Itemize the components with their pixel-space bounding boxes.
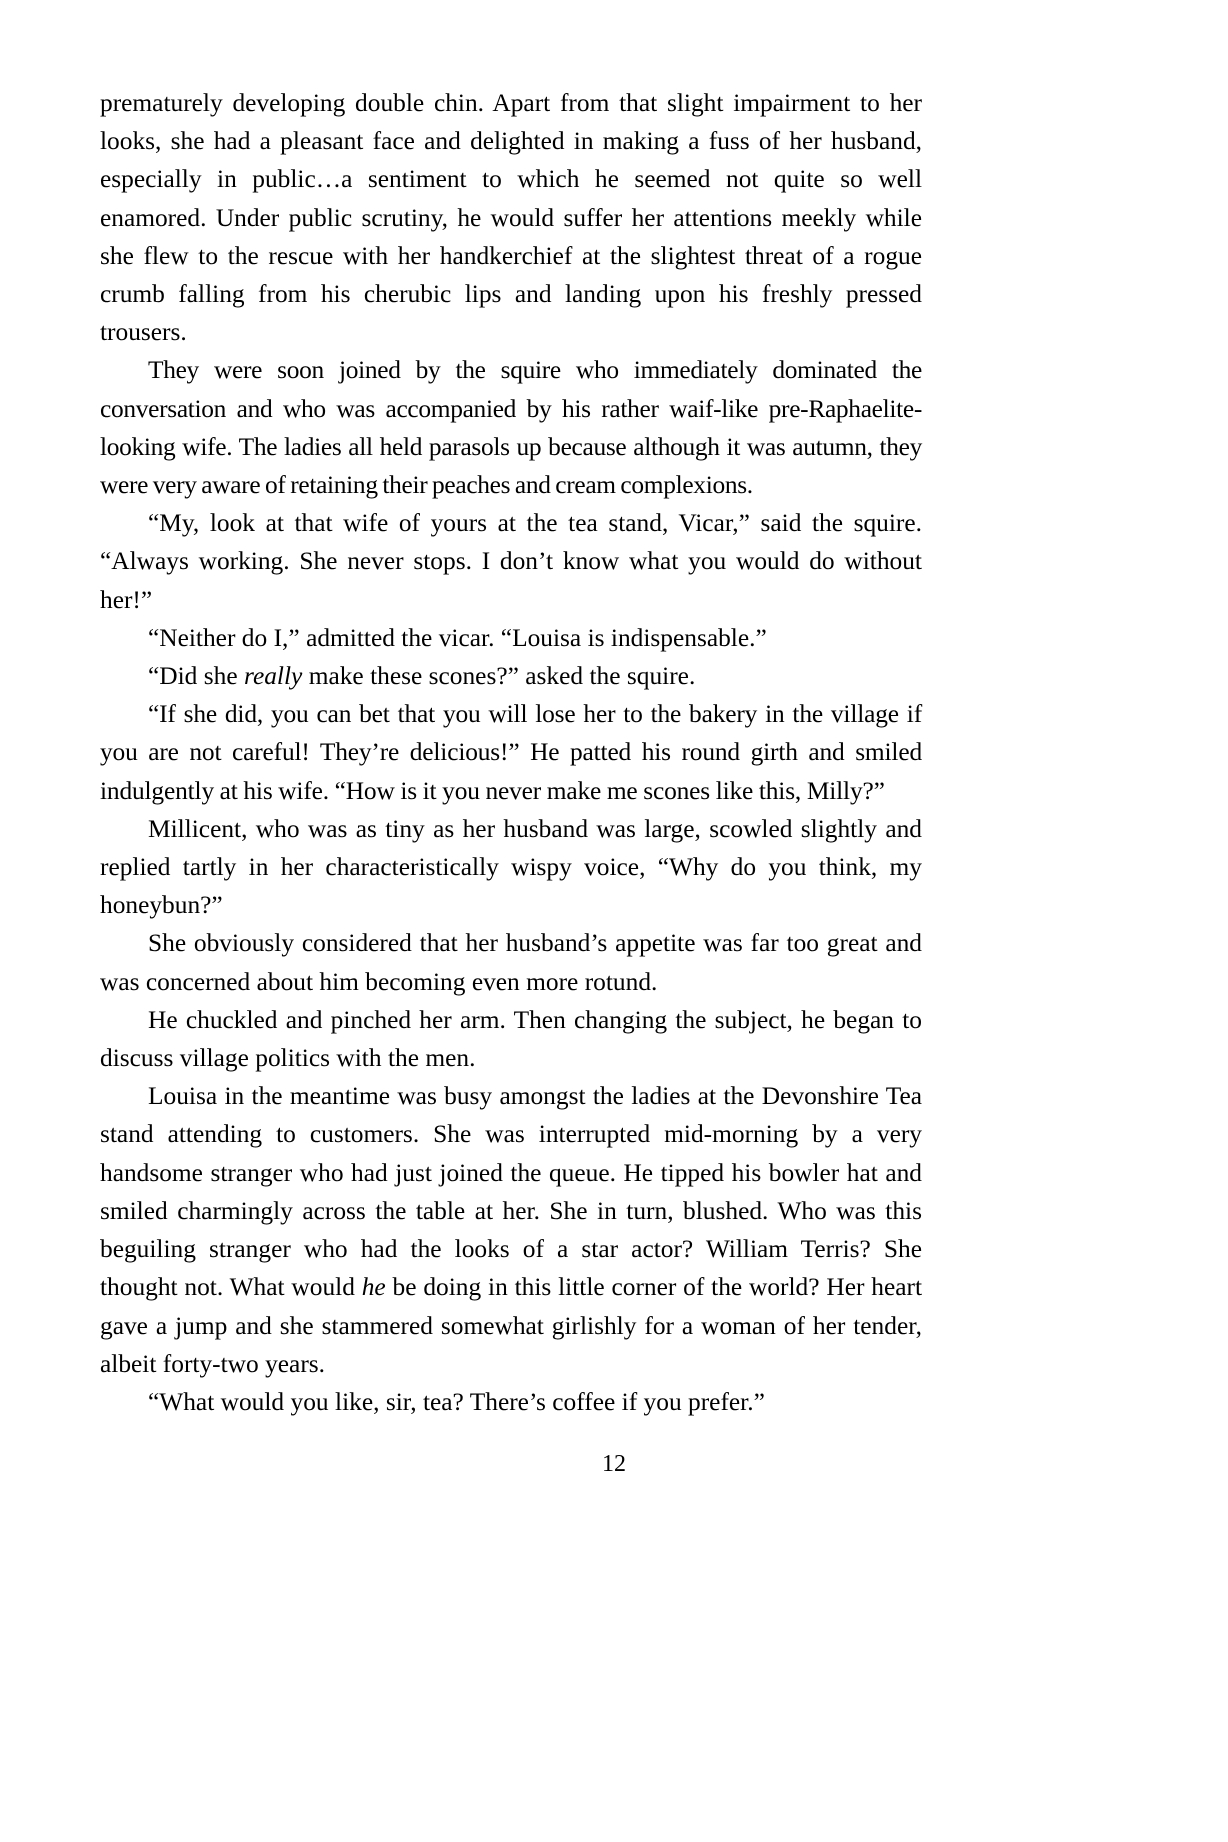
text-run: Louisa in the meantime was busy amongst the ladies at the Devonshire Tea stand attending to customers. She was interrupted mid-morning by a very handsome stranger who had just joined the queue. He tipped his bowler hat and smiled charmingly across the table at her. She in turn, blushed. Who was this beguiling stranger who had the looks of a star actor? William Terris? She thought not. What would bbox=[100, 1082, 922, 1302]
paragraph-appetite: She obviously considered that her husband’s appetite was far too great and was concerned about him becoming even more rotund. bbox=[100, 929, 922, 996]
paragraph-dialogue-scones-question bbox=[100, 657, 922, 695]
paragraph-chuckled: He chuckled and pinched her arm. Then changing the subject, he began to discuss village politics with the men. bbox=[100, 1005, 922, 1073]
text-run: be doing in this little corner of the world? Her heart gave a jump and she stammered somewhat girlishly for a woman of her tender, albeit forty-two years. bbox=[100, 1273, 922, 1378]
paragraph-millicent: Millicent, who was as tiny as her husband was large, scowled slightly and replied tartly in her characteristically wispy voice, “Why do you think, my honeybun?” bbox=[100, 814, 922, 920]
paragraph-louisa-tea-stand bbox=[100, 1077, 922, 1383]
page-number: 12 bbox=[602, 1451, 626, 1477]
paragraph-dialogue-order: “What would you like, sir, tea? There’s coffee if you prefer.” bbox=[148, 1387, 765, 1416]
page-body-text bbox=[100, 84, 922, 1421]
paragraph-dialogue-squire-greeting: “My, look at that wife of yours at the tea stand, Vicar,” said the squire. “Always working. She never stops. I don’t know what you would do without her!” bbox=[100, 509, 922, 614]
paragraph-dialogue-bakery: “If she did, you can bet that you will lose her to the bakery in the village if you are not careful! They’re delicious!” He patted his round girth and smiled indulgently at his wife. “How is it you never make me scones like this, Milly?” bbox=[100, 700, 922, 805]
paragraph-continuation: prematurely developing double chin. Apart from that slight impairment to her looks, she had a pleasant face and delighted in making a fuss of her husband, especially in public…a sentiment to which he seemed not quite so well enamored. Under public scrutiny, he would suffer her attentions meekly while she flew to the rescue with her handkerchief at the slightest threat of a rogue crumb falling from his cherubic lips and landing upon his freshly pressed trousers. bbox=[100, 89, 922, 347]
text-run: make these scones?” asked the squire. bbox=[302, 662, 696, 691]
paragraph-squire-joins: They were soon joined by the squire who immediately dominated the conversation and who was accompanied by his rather waif-like pre-Raphaelite-looking wife. The ladies all held parasols up because although it was autumn, they were very aware of retaining their peaches and cream complexions. bbox=[100, 356, 922, 500]
emphasis-really: really bbox=[244, 662, 303, 691]
emphasis-he: he bbox=[361, 1273, 386, 1302]
text-run: “Did she bbox=[148, 662, 244, 691]
paragraph-dialogue-vicar-reply: “Neither do I,” admitted the vicar. “Louisa is indispensable.” bbox=[148, 623, 767, 652]
